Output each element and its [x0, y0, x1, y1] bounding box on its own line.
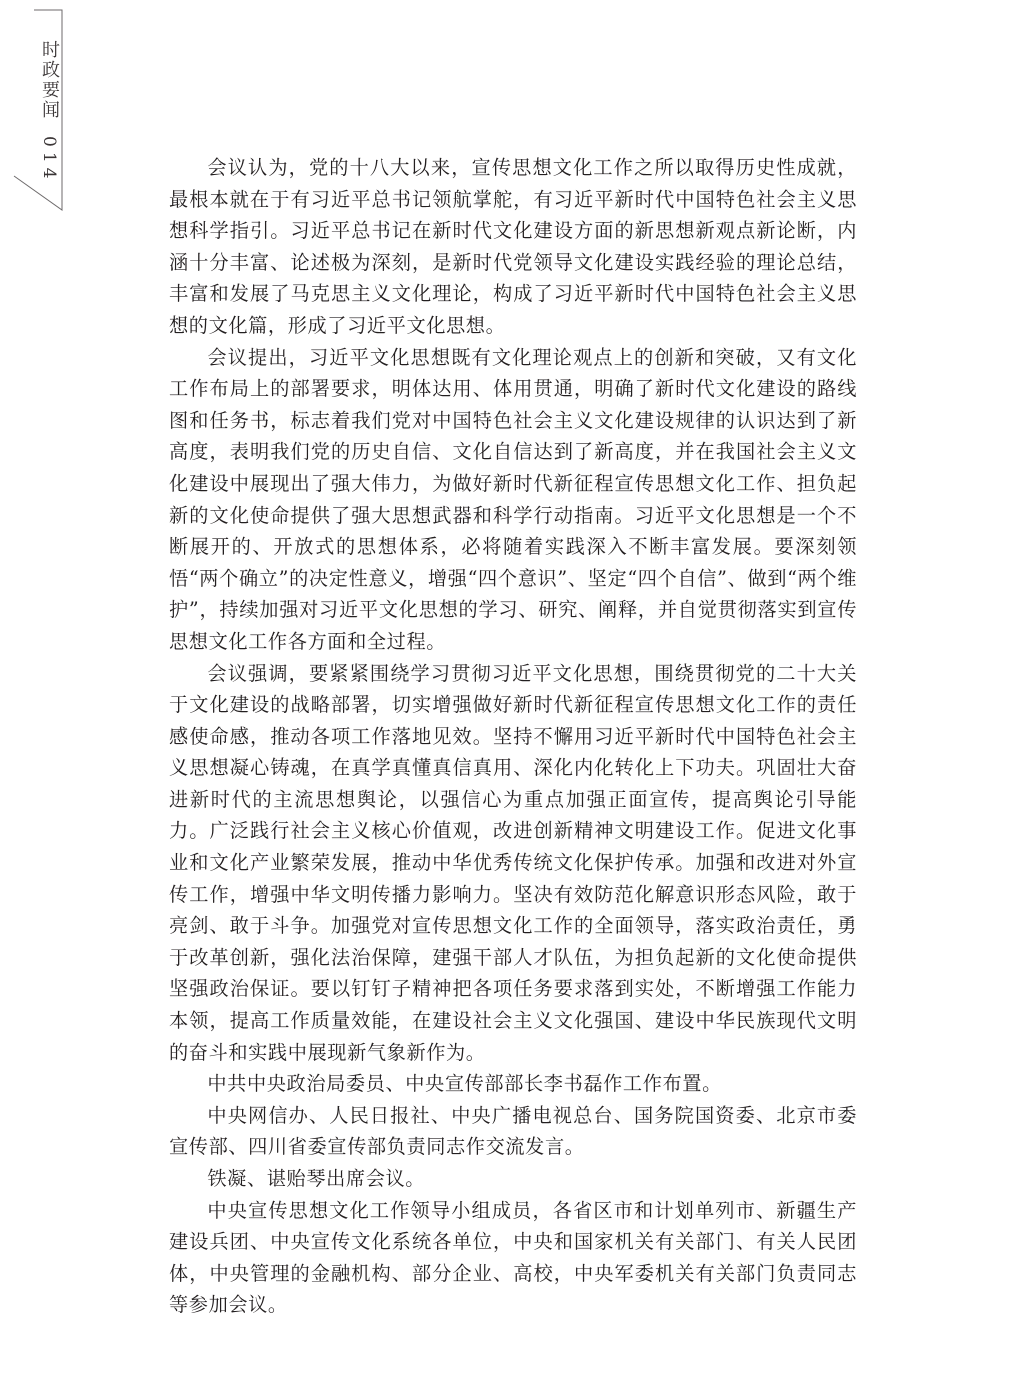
paragraph: 中央宣传思想文化工作领导小组成员，各省区市和计划单列市、新疆生产建设兵团、中央宣传文化系统各单位，中央和国家机关有关部门、有关人民团体，中央管理的金融机构、部分企业、高校，中央军委机关有关部门负责同志等参加会议。	[169, 1198, 857, 1317]
section-label: 时政要闻	[39, 40, 60, 120]
paragraph: 中共中央政治局委员、中央宣传部部长李书磊作工作布置。	[207, 1072, 722, 1096]
paragraph: 会议强调，要紧紧围绕学习贯彻习近平文化思想，围绕贯彻党的二十大关于文化建设的战略部署，切实增强做好新时代新征程宣传思想文化工作的责任感使命感，推动各项工作落地见效。坚持不懈用习近平新时代中国特色社会主义思想凝心铸魂，在真学真懂真信真用、深化内化转化上下功夫。巩固壮大奋进新时代的主流思想舆论，以强信心为重点加强正面宣传，提高舆论引导能力。广泛践行社会主义核心价值观，改进创新精神文明建设工作。促进文化事业和文化产业繁荣发展，推动中华优秀传统文化保护传承。加强和改进对外宣传工作，增强中华文明传播力影响力。坚决有效防范化解意识形态风险，敢于亮剑、敢于斗争。加强党对宣传思想文化工作的全面领导，落实政治责任，勇于改革创新，强化法治保障，建强干部人才队伍，为担负起新的文化使命提供坚强政治保证。要以钉钉子精神把各项任务要求落到实处，不断增强工作能力本领，提高工作质量效能，在建设社会主义文化强国、建设中华民族现代文明的奋斗和实践中展现新气象新作为。	[169, 661, 857, 1064]
article-body	[169, 152, 857, 1321]
paragraph: 中央网信办、人民日报社、中央广播电视总台、国务院国资委、北京市委宣传部、四川省委宣传部负责同志作交流发言。	[169, 1103, 857, 1159]
paragraph: 会议认为，党的十八大以来，宣传思想文化工作之所以取得历史性成就，最根本就在于有习近平总书记领航掌舵，有习近平新时代中国特色社会主义思想科学指引。习近平总书记在新时代文化建设方面的新思想新观点新论断，内涵十分丰富、论述极为深刻，是新时代党领导文化建设实践经验的理论总结，丰富和发展了马克思主义文化理论，构成了习近平新时代中国特色社会主义思想的文化篇，形成了习近平文化思想。	[169, 156, 857, 337]
paragraph: 铁凝、谌贻琴出席会议。	[207, 1167, 426, 1190]
section-tab	[0, 0, 70, 215]
paragraph: 会议提出，习近平文化思想既有文化理论观点上的创新和突破，又有文化工作布局上的部署要求，明体达用、体用贯通，明确了新时代文化建设的路线图和任务书，标志着我们党对中国特色社会主义文化建设规律的认识达到了新高度，表明我们党的历史自信、文化自信达到了新高度，并在我国社会主义文化建设中展现出了强大伟力，为做好新时代新征程宣传思想文化工作、担负起新的文化使命提供了强大思想武器和科学行动指南。习近平文化思想是一个不断展开的、开放式的思想体系，必将随着实践深入不断丰富发展。要深刻领悟“两个确立”的决定性意义，增强“四个意识”、坚定“四个自信”、做到“两个维护”，持续加强对习近平文化思想的学习、研究、阐释，并自觉贯彻落实到宣传思想文化工作各方面和全过程。	[169, 345, 857, 653]
page-number: 014	[39, 136, 59, 184]
